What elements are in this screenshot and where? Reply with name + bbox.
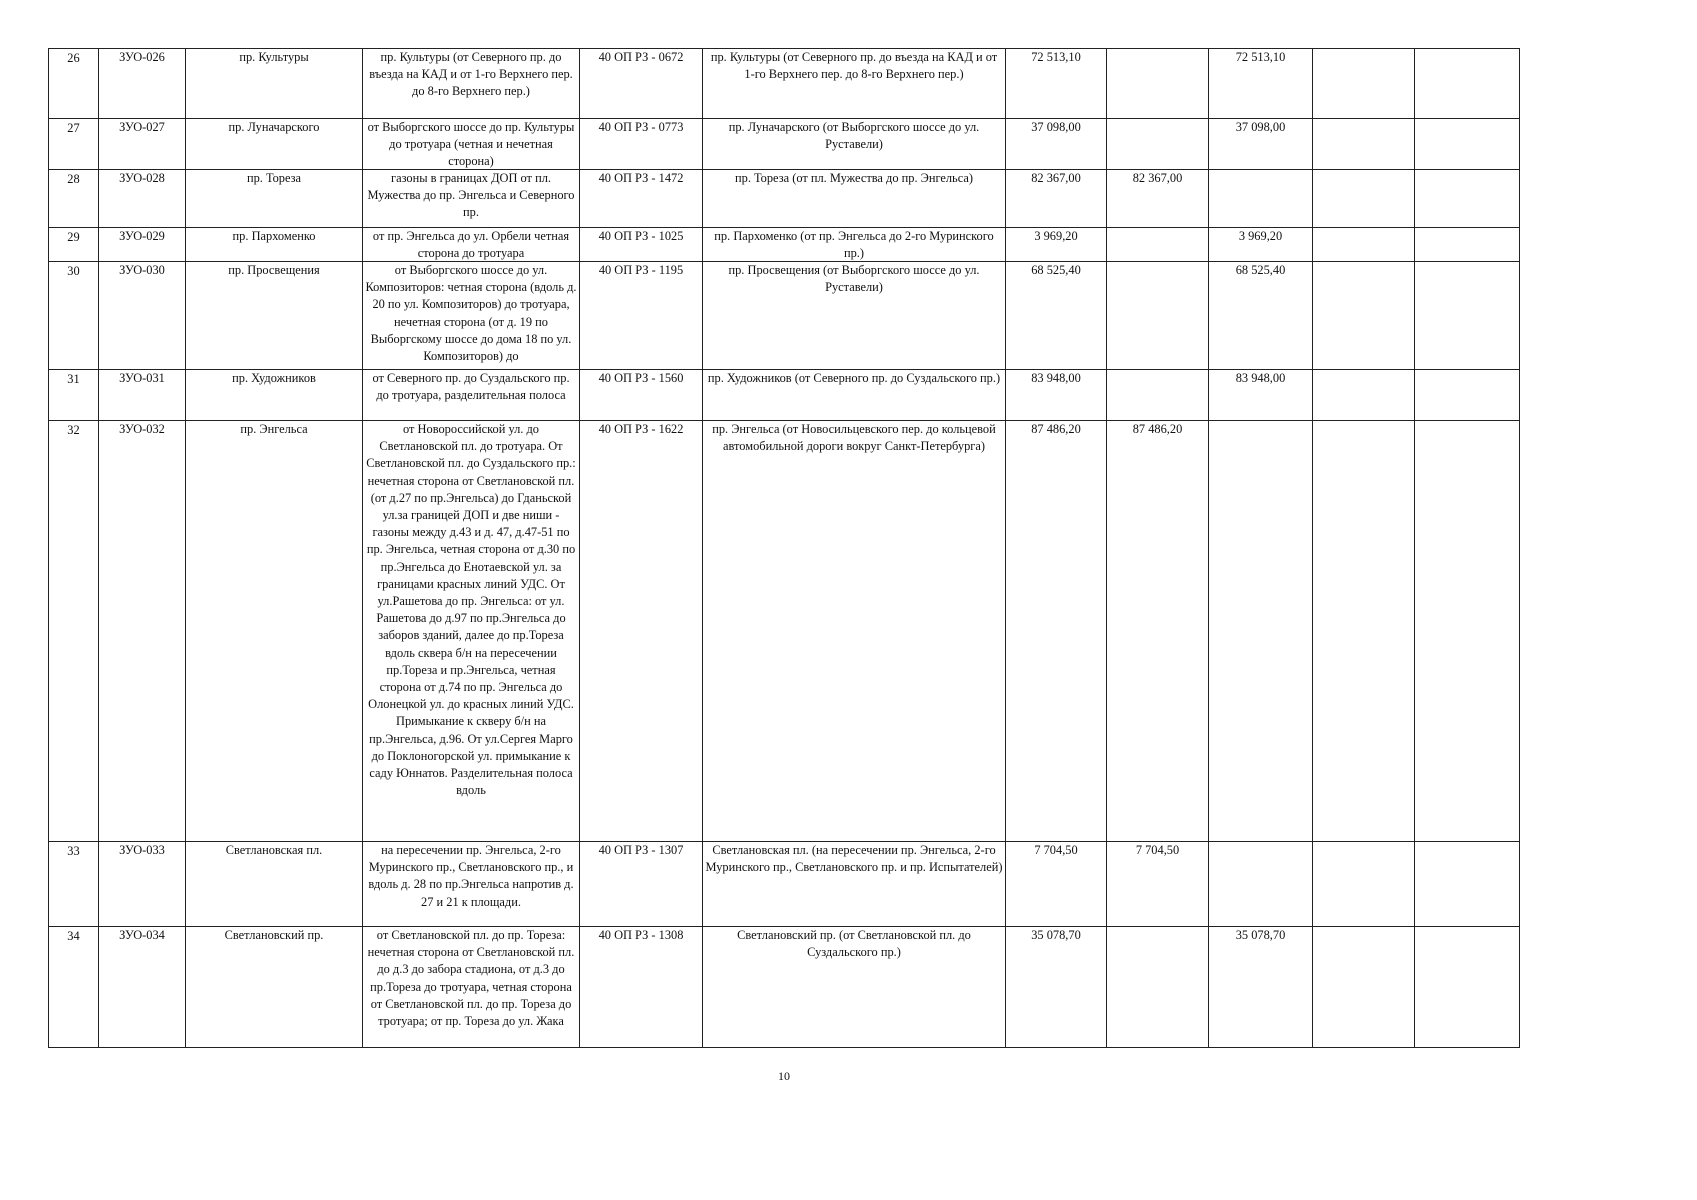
row-number: 33	[49, 842, 99, 927]
total-area: 68 525,40	[1006, 262, 1107, 370]
area-col-3: 35 078,70	[1209, 927, 1313, 1048]
road-name: пр. Просвещения (от Выборгского шоссе до ул. Руставели)	[703, 262, 1006, 370]
road-id: 40 ОП РЗ - 1308	[580, 927, 703, 1048]
area-col-3: 72 513,10	[1209, 49, 1313, 119]
area-col-5	[1415, 170, 1520, 228]
row-number: 26	[49, 49, 99, 119]
area-description: пр. Культуры (от Северного пр. до въезда на КАД и от 1-го Верхнего пер. до 8-го Верхнего пер.)	[363, 49, 580, 119]
street-name: пр. Луначарского	[186, 119, 363, 170]
road-name: пр. Тореза (от пл. Мужества до пр. Энгельса)	[703, 170, 1006, 228]
area-col-3: 37 098,00	[1209, 119, 1313, 170]
table-row	[49, 119, 1520, 170]
table-row	[49, 927, 1520, 1048]
road-id: 40 ОП РЗ - 1622	[580, 421, 703, 842]
row-code: ЗУО-027	[99, 119, 186, 170]
row-number: 27	[49, 119, 99, 170]
street-name: Светлановская пл.	[186, 842, 363, 927]
area-col-5	[1415, 262, 1520, 370]
street-name: Светлановский пр.	[186, 927, 363, 1048]
area-col-5	[1415, 421, 1520, 842]
row-number: 28	[49, 170, 99, 228]
area-col-5	[1415, 370, 1520, 421]
road-name: пр. Энгельса (от Новосильцевского пер. до кольцевой автомобильной дороги вокруг Санкт-Петербурга)	[703, 421, 1006, 842]
street-name: пр. Культуры	[186, 49, 363, 119]
street-name: пр. Энгельса	[186, 421, 363, 842]
row-code: ЗУО-030	[99, 262, 186, 370]
area-col-2	[1107, 370, 1209, 421]
area-col-2	[1107, 927, 1209, 1048]
area-description: от Новороссийской ул. до Светлановской пл. до тротуара. От Светлановской пл. до Суздальского пр.: нечетная сторона от Светлановской пл. (от д.27 по пр.Энгельса) до Гданьской ул.за границей ДОП и две ниши - газоны между д.43 и д. 47, д.47-51 по пр. Энгельса, четная сторона от д.30 по пр.Энгельса до Енотаевской ул. за границами красных линий УДС. От ул.Рашетова до пр. Энгельса: от ул. Рашетова до д.97 по пр.Энгельса до заборов зданий, далее до пр.Тореза вдоль сквера б/н на пересечении пр.Тореза и пр.Энгельса, четная сторона от д.74 по пр. Энгельса до Олонецкой ул. до красных линий УДС. Примыкание к скверу б/н на пр.Энгельса, д.96. От ул.Сергея Марго до Поклоногорской ул. примыкание к саду Юннатов. Разделительная полоса вдоль	[363, 421, 580, 842]
area-description: на пересечении пр. Энгельса, 2-го Муринского пр., Светлановского пр., и вдоль д. 28 по пр.Энгельса напротив д. 27 и 21 к площади.	[363, 842, 580, 927]
row-code: ЗУО-026	[99, 49, 186, 119]
total-area: 7 704,50	[1006, 842, 1107, 927]
area-description: от Северного пр. до Суздальского пр. до тротуара, разделительная полоса	[363, 370, 580, 421]
table-body	[49, 49, 1520, 1048]
area-col-2: 7 704,50	[1107, 842, 1209, 927]
area-col-2	[1107, 119, 1209, 170]
area-col-2: 82 367,00	[1107, 170, 1209, 228]
street-name: пр. Тореза	[186, 170, 363, 228]
road-id: 40 ОП РЗ - 1560	[580, 370, 703, 421]
road-name: пр. Луначарского (от Выборгского шоссе до ул. Руставели)	[703, 119, 1006, 170]
data-table	[48, 48, 1520, 1048]
road-name: пр. Пархоменко (от пр. Энгельса до 2-го Муринского пр.)	[703, 228, 1006, 262]
road-id: 40 ОП РЗ - 0672	[580, 49, 703, 119]
area-col-3	[1209, 170, 1313, 228]
total-area: 35 078,70	[1006, 927, 1107, 1048]
area-col-4	[1313, 927, 1415, 1048]
area-col-3	[1209, 842, 1313, 927]
road-id: 40 ОП РЗ - 1307	[580, 842, 703, 927]
area-col-4	[1313, 119, 1415, 170]
area-col-5	[1415, 842, 1520, 927]
road-name: пр. Культуры (от Северного пр. до въезда на КАД и от 1-го Верхнего пер. до 8-го Верхнего пер.)	[703, 49, 1006, 119]
area-col-5	[1415, 927, 1520, 1048]
area-col-2	[1107, 49, 1209, 119]
road-id: 40 ОП РЗ - 0773	[580, 119, 703, 170]
road-name: Светлановский пр. (от Светлановской пл. до Суздальского пр.)	[703, 927, 1006, 1048]
row-number: 30	[49, 262, 99, 370]
road-name: пр. Художников (от Северного пр. до Суздальского пр.)	[703, 370, 1006, 421]
area-col-4	[1313, 49, 1415, 119]
area-col-3: 83 948,00	[1209, 370, 1313, 421]
road-id: 40 ОП РЗ - 1025	[580, 228, 703, 262]
area-col-4	[1313, 262, 1415, 370]
area-col-4	[1313, 421, 1415, 842]
area-col-4	[1313, 228, 1415, 262]
area-description: газоны в границах ДОП от пл. Мужества до пр. Энгельса и Северного пр.	[363, 170, 580, 228]
road-name: Светлановская пл. (на пересечении пр. Энгельса, 2-го Муринского пр., Светлановского пр. и пр. Испытателей)	[703, 842, 1006, 927]
area-col-5	[1415, 119, 1520, 170]
area-col-3: 3 969,20	[1209, 228, 1313, 262]
table-row	[49, 370, 1520, 421]
area-description: от Выборгского шоссе до ул. Композиторов: четная сторона (вдоль д. 20 по ул. Композиторов) до тротуара, нечетная сторона (от д. 19 по Выборгскому шоссе до дома 18 по ул. Композиторов) до	[363, 262, 580, 370]
row-code: ЗУО-033	[99, 842, 186, 927]
area-col-5	[1415, 49, 1520, 119]
street-name: пр. Просвещения	[186, 262, 363, 370]
table-row	[49, 421, 1520, 842]
row-code: ЗУО-028	[99, 170, 186, 228]
total-area: 87 486,20	[1006, 421, 1107, 842]
total-area: 3 969,20	[1006, 228, 1107, 262]
table-row	[49, 262, 1520, 370]
total-area: 82 367,00	[1006, 170, 1107, 228]
area-col-2	[1107, 262, 1209, 370]
table-row	[49, 49, 1520, 119]
road-id: 40 ОП РЗ - 1472	[580, 170, 703, 228]
row-code: ЗУО-032	[99, 421, 186, 842]
row-number: 32	[49, 421, 99, 842]
area-col-2	[1107, 228, 1209, 262]
area-col-5	[1415, 228, 1520, 262]
area-description: от пр. Энгельса до ул. Орбели четная сторона до тротуара	[363, 228, 580, 262]
row-code: ЗУО-034	[99, 927, 186, 1048]
row-code: ЗУО-029	[99, 228, 186, 262]
row-code: ЗУО-031	[99, 370, 186, 421]
road-id: 40 ОП РЗ - 1195	[580, 262, 703, 370]
area-col-4	[1313, 842, 1415, 927]
total-area: 83 948,00	[1006, 370, 1107, 421]
area-col-4	[1313, 370, 1415, 421]
row-number: 29	[49, 228, 99, 262]
street-name: пр. Художников	[186, 370, 363, 421]
table-row	[49, 228, 1520, 262]
street-name: пр. Пархоменко	[186, 228, 363, 262]
total-area: 72 513,10	[1006, 49, 1107, 119]
page-number: 10	[778, 1069, 790, 1083]
area-col-4	[1313, 170, 1415, 228]
area-description: от Выборгского шоссе до пр. Культуры до тротуара (четная и нечетная сторона)	[363, 119, 580, 170]
area-description: от Светлановской пл. до пр. Тореза: нечетная сторона от Светлановской пл. до д.3 до забора стадиона, от д.3 до пр.Тореза до тротуара, четная сторона от Светлановской пл. до пр. Тореза до тротуара; от пр. Тореза до ул. Жака	[363, 927, 580, 1048]
row-number: 31	[49, 370, 99, 421]
row-number: 34	[49, 927, 99, 1048]
area-col-3	[1209, 421, 1313, 842]
table-row	[49, 842, 1520, 927]
table-row	[49, 170, 1520, 228]
total-area: 37 098,00	[1006, 119, 1107, 170]
area-col-2: 87 486,20	[1107, 421, 1209, 842]
area-col-3: 68 525,40	[1209, 262, 1313, 370]
